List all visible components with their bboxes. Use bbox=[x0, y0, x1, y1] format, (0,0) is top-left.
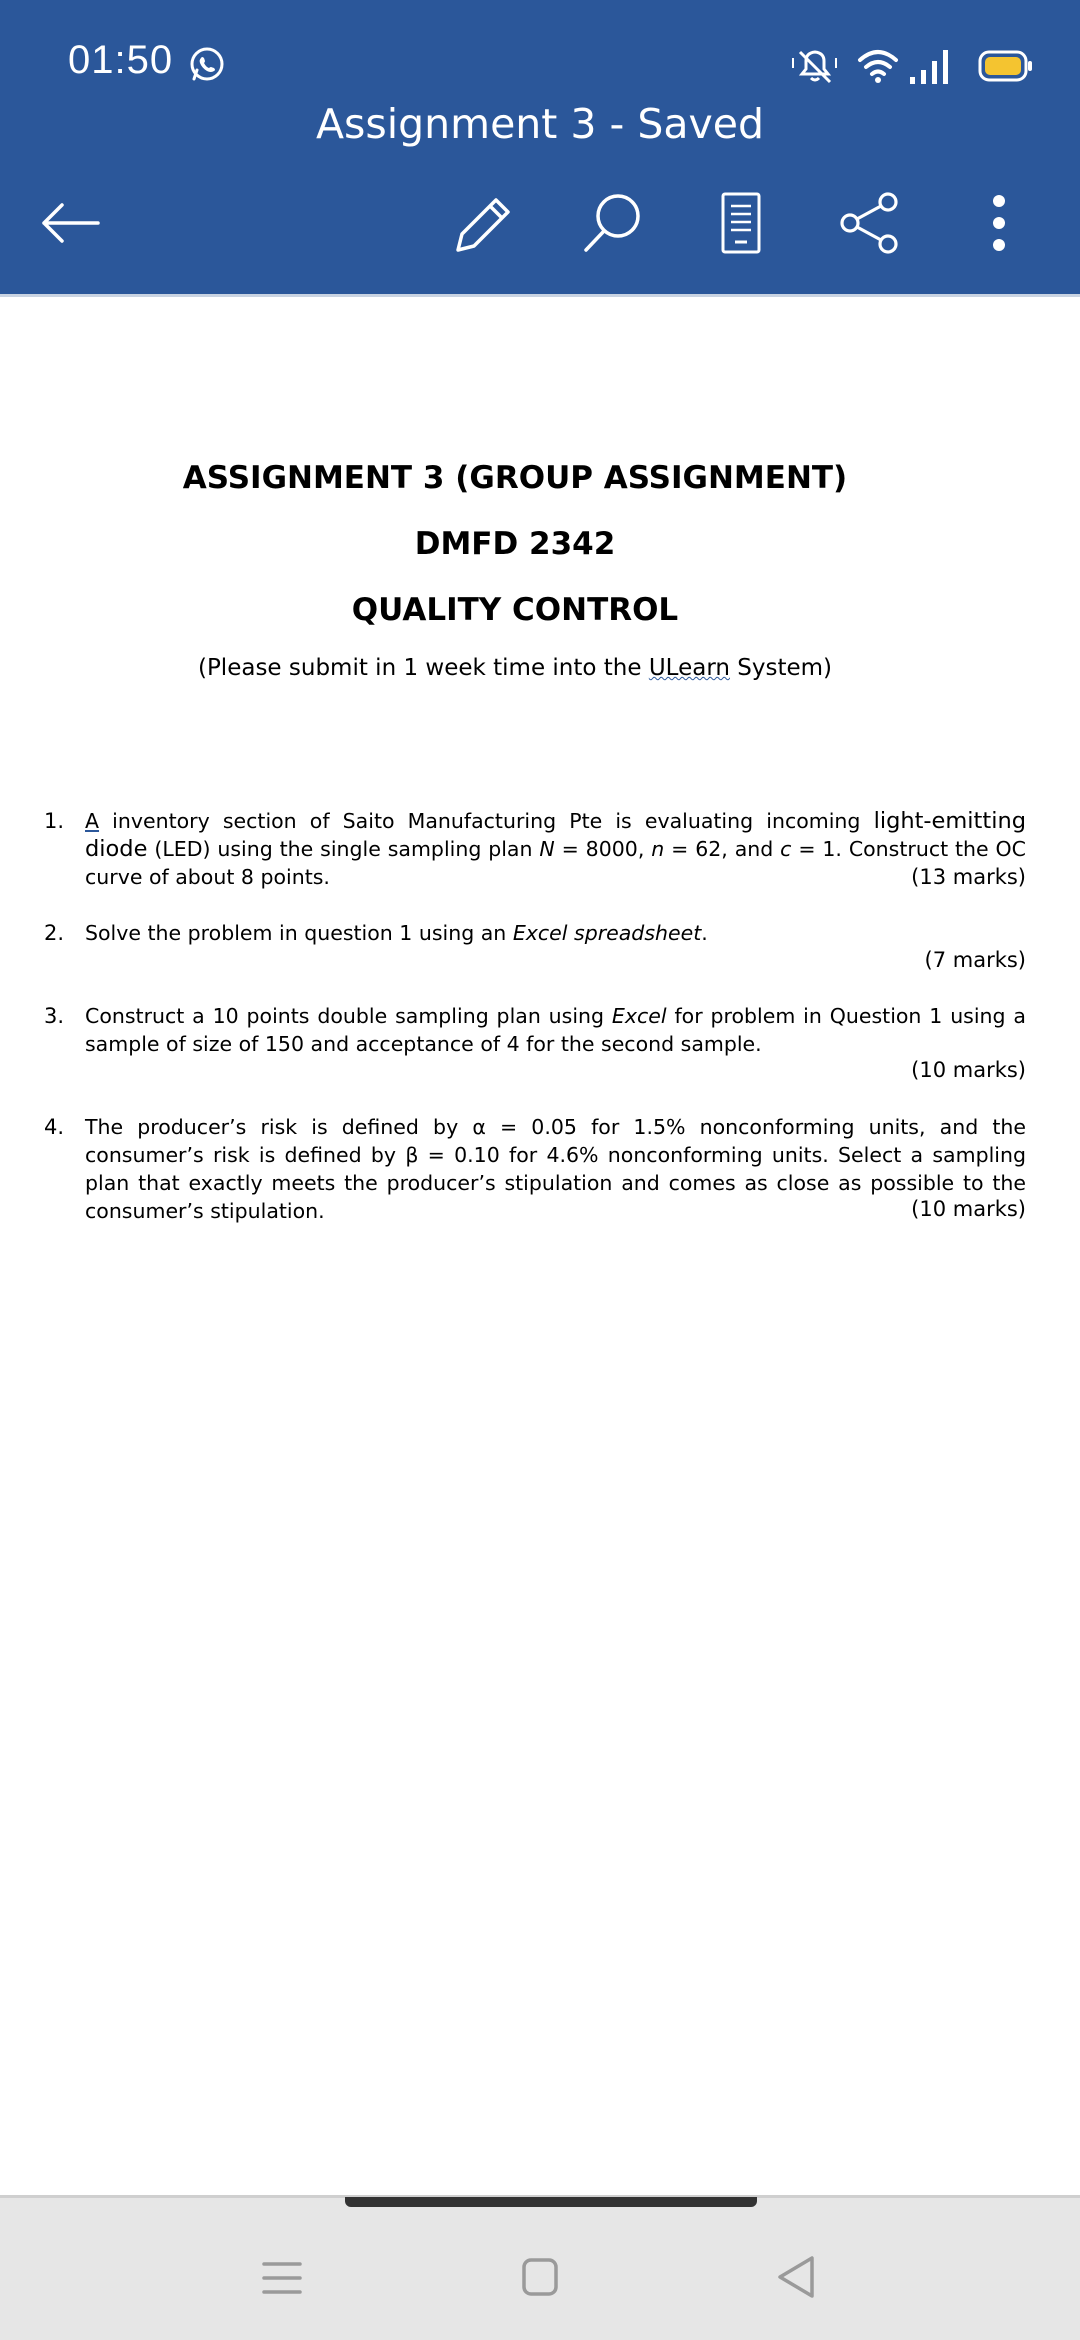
question-2-number: 2. bbox=[44, 921, 65, 945]
question-3-number: 3. bbox=[44, 1004, 65, 1028]
q1-part: inventory section of Saito Manufacturing Pte is evaluating incoming bbox=[99, 809, 874, 833]
app-header bbox=[0, 0, 1080, 294]
q2-part: Solve the problem in question 1 using an bbox=[85, 921, 513, 945]
question-1-marks: (13 marks) bbox=[911, 865, 1026, 889]
q1-part: (LED) using the single sampling plan bbox=[147, 837, 540, 861]
submission-note-suffix: System) bbox=[729, 655, 833, 681]
submission-note-prefix: (Please submit in 1 week time into the bbox=[197, 655, 649, 681]
q1-led-term: light-emitting diode bbox=[85, 808, 1026, 862]
question-4-marks: (10 marks) bbox=[911, 1197, 1026, 1221]
wifi-icon bbox=[856, 44, 900, 88]
mute-icon bbox=[790, 44, 840, 88]
back-arrow-icon[interactable] bbox=[36, 188, 106, 258]
whatsapp-icon bbox=[188, 46, 226, 84]
question-2-marks: (7 marks) bbox=[924, 948, 1026, 972]
ulearn-word: ULearn bbox=[648, 655, 730, 681]
q2-part: . bbox=[701, 921, 708, 945]
home-square-icon[interactable] bbox=[510, 2248, 570, 2308]
q3-part: for problem in Question 1 using a sample of size of 150 and acceptance of 4 for the second sample. bbox=[85, 1004, 1026, 1056]
question-1-text bbox=[85, 807, 1026, 891]
share-icon[interactable] bbox=[836, 188, 906, 258]
status-icons bbox=[790, 44, 1040, 88]
q2-emphasis: Excel spreadsheet bbox=[512, 921, 702, 945]
search-icon[interactable] bbox=[578, 188, 648, 258]
q3-part: Construct a 10 points double sampling plan using bbox=[85, 1004, 612, 1028]
q1-article: A bbox=[85, 809, 100, 833]
q3-emphasis: Excel bbox=[611, 1004, 667, 1028]
reading-view-icon[interactable] bbox=[706, 188, 776, 258]
q1-part: = 8000, bbox=[554, 837, 652, 861]
recents-menu-icon[interactable] bbox=[252, 2248, 312, 2308]
question-2-text bbox=[85, 919, 1026, 947]
question-1-number: 1. bbox=[44, 809, 65, 833]
back-triangle-icon[interactable] bbox=[766, 2248, 826, 2308]
battery-icon bbox=[978, 44, 1034, 88]
submission-note bbox=[0, 655, 1030, 681]
document-scrollbar[interactable] bbox=[345, 2197, 757, 2207]
document-page[interactable] bbox=[0, 297, 1080, 2195]
question-3-marks: (10 marks) bbox=[911, 1058, 1026, 1082]
q1-var-N: N bbox=[539, 837, 555, 861]
edit-pencil-icon[interactable] bbox=[448, 188, 518, 258]
q1-var-n: n bbox=[651, 837, 665, 861]
status-time: 01:50 bbox=[68, 38, 174, 82]
question-4-text: The producer’s risk is defined by α = 0.05 for 1.5% nonconforming units, and the consumer’s risk is defined by β = 0.10 for 4.6% nonconforming units. Select a sampling plan that exactly meets the producer’s stipulation and comes as close as possible to the consumer’s stipulation. bbox=[85, 1115, 1026, 1223]
question-3-text bbox=[85, 1002, 1026, 1058]
course-code: DMFD 2342 bbox=[414, 526, 616, 562]
signal-icon bbox=[908, 44, 954, 88]
q1-var-c: c bbox=[780, 837, 792, 861]
more-options-icon[interactable] bbox=[964, 188, 1034, 258]
assignment-heading: ASSIGNMENT 3 (GROUP ASSIGNMENT) bbox=[182, 460, 848, 496]
document-title: Assignment 3 - Saved bbox=[315, 100, 765, 148]
course-name: QUALITY CONTROL bbox=[351, 592, 679, 628]
q1-part: = 62, and bbox=[664, 837, 781, 861]
question-4-number: 4. bbox=[44, 1115, 65, 1139]
q1-part: = 1. Construct the OC curve of about 8 points. bbox=[85, 837, 1026, 889]
